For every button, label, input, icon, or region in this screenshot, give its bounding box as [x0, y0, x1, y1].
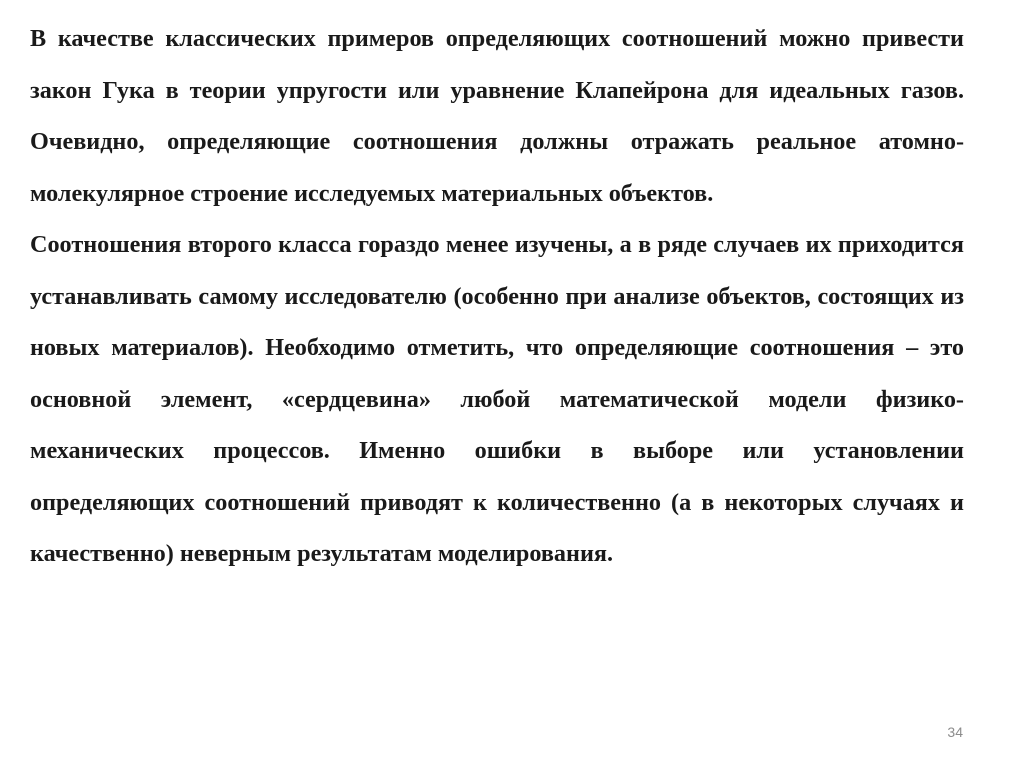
slide-body-text [30, 13, 964, 580]
page-number: 34 [947, 724, 963, 740]
paragraph-2: Соотношения второго класса гораздо менее изучены, а в ряде случаев их приходится устанавливать самому исследователю (особенно при анализе объектов, состоящих из новых материалов). Необходимо отметить, что определяющие соотношения – это основной элемент, «сердцевина» любой математической модели физико-механических процессов. Именно ошибки в выборе или установлении определяющих соотношений приводят к количественно (а в некоторых случаях и качественно) неверным результатам моделирования. [30, 231, 964, 567]
paragraph-1: В качестве классических примеров определяющих соотношений можно привести закон Гука в теории упругости или уравнение Клапейрона для идеальных газов. Очевидно, определяющие соотношения должны отражать реальное атомно-молекулярное строение исследуемых материальных объектов. [30, 25, 964, 207]
